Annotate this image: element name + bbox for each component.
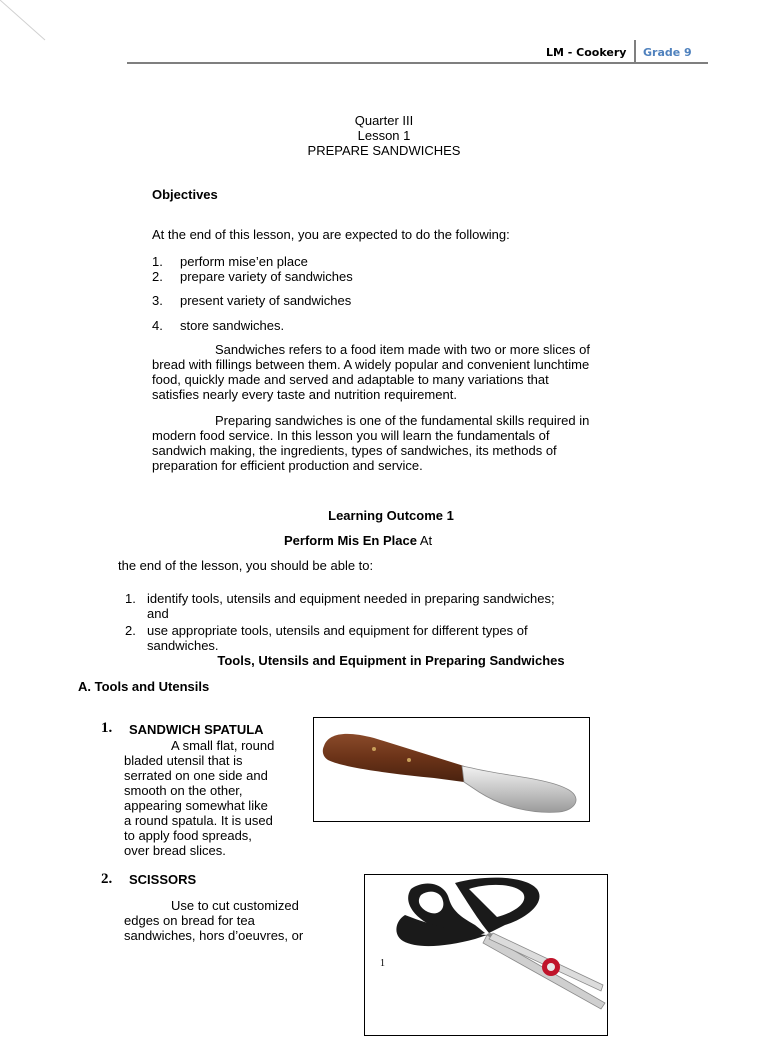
- paragraph-sandwich-definition: Sandwiches refers to a food item made with two or more slices of bread with fillings between them. A widely popular and convenient lunchtime food, quickly made and served and adaptable to many variations that satisfies nearly every taste and nutrition requirement.: [152, 342, 590, 402]
- objective-item: 4. store sandwiches.: [152, 318, 285, 333]
- sandwich-spatula-image: [313, 717, 590, 822]
- title-quarter: Quarter III: [354, 113, 414, 128]
- tool-name: SCISSORS: [129, 872, 197, 887]
- spatula-icon: [314, 718, 589, 821]
- objectives-heading: Objectives: [152, 187, 218, 202]
- title-topic: PREPARE SANDWICHES: [307, 143, 461, 158]
- header-rule: [127, 62, 708, 64]
- corner-decoration: [0, 0, 60, 60]
- header-divider: [634, 40, 636, 62]
- scissors-image: [364, 874, 608, 1036]
- section-a-heading: A. Tools and Utensils: [78, 679, 210, 694]
- header-grade: Grade 9: [643, 46, 692, 59]
- objective-item: 3. present variety of sandwiches: [152, 293, 352, 308]
- tool-number: 1.: [101, 720, 113, 736]
- outcome-item: 1. identify tools, utensils and equipment needed in preparing sandwiches; and: [125, 591, 555, 621]
- objective-item: 2. prepare variety of sandwiches: [152, 269, 353, 284]
- tool-name: SANDWICH SPATULA: [129, 722, 264, 737]
- paragraph-preparing-sandwiches: Preparing sandwiches is one of the fundamental skills required in modern food service. In this lesson you will learn the fundamentals of sandwich making, the ingredients, types of sandwiches, its methods of preparation for efficient production and service.: [152, 413, 590, 473]
- tool-description: A small flat, round bladed utensil that is serrated on one side and smooth on the other, appearing somewhat like a round spatula. It is used to apply food spreads, over bread slices.: [124, 738, 275, 858]
- learning-outcome-subheading: Perform Mis En Place At: [284, 533, 433, 548]
- tools-heading: Tools, Utensils and Equipment in Preparing Sandwiches: [217, 653, 565, 668]
- scissors-icon: [365, 875, 607, 1035]
- tool-description: Use to cut customized edges on bread for tea sandwiches, hors d’oeuvres, or: [124, 898, 304, 943]
- page-number: 1: [380, 958, 385, 969]
- learning-outcome-heading: Learning Outcome 1: [328, 508, 454, 523]
- learning-outcome-intro: the end of the lesson, you should be able to:: [118, 558, 374, 573]
- tool-number: 2.: [101, 871, 113, 887]
- header-subject: LM - Cookery: [546, 46, 627, 59]
- title-lesson: Lesson 1: [357, 128, 411, 143]
- objective-item: 1. perform mise’en place: [152, 254, 308, 269]
- outcome-item: 2. use appropriate tools, utensils and equipment for different types of sandwiches.: [125, 623, 528, 653]
- objectives-intro: At the end of this lesson, you are expected to do the following:: [152, 227, 510, 242]
